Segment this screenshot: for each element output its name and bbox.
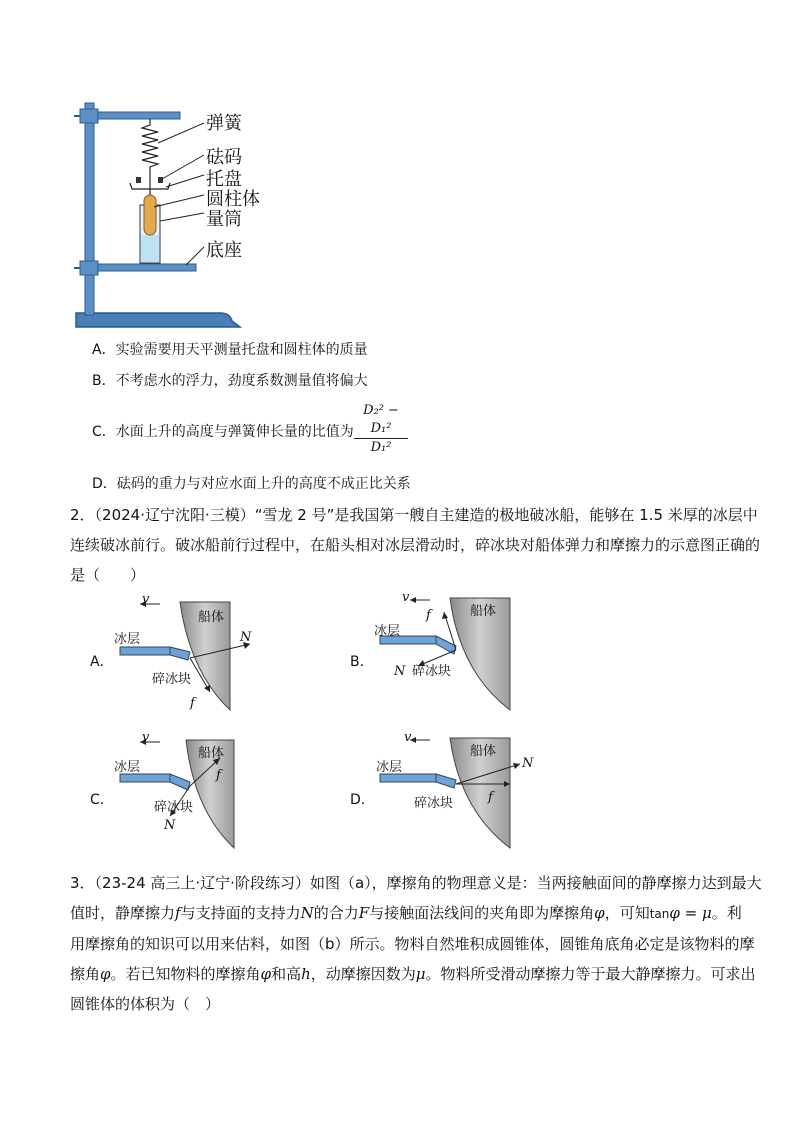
var-phi: φ: [669, 904, 680, 922]
q3-line3: 用摩擦角的知识可以用来估料，如图（b）所示。物料自然堆积成圆锥体，圆锥角底角必定是该物料的摩: [70, 935, 755, 953]
v-label: v: [402, 590, 410, 605]
q3-line2-c: 的合力: [313, 904, 359, 922]
q3-line4-c: 和高: [271, 965, 302, 983]
label-measuring-cylinder: 量筒: [206, 209, 242, 230]
fraction-numerator: D₂² − D₁²: [354, 402, 408, 439]
option-b-label: B．: [350, 654, 374, 670]
q3-line2-f: 。利: [711, 904, 742, 922]
broken-ice-label: 碎冰块: [412, 664, 452, 679]
ice-label: 冰层: [114, 760, 141, 775]
q3-line4-b: 。若已知物料的摩擦角: [110, 965, 261, 983]
v-label: v: [142, 592, 150, 607]
var-mu: μ: [702, 904, 712, 922]
q3-stem: [70, 868, 760, 1019]
q1-option-c-fraction: [354, 402, 408, 457]
f-label: f: [426, 608, 431, 623]
icebreaker-diagram-d: [370, 730, 550, 850]
n-label: N: [394, 664, 406, 679]
var-f: f: [175, 904, 181, 922]
broken-ice-label: 碎冰块: [414, 796, 454, 811]
v-label: v: [404, 730, 412, 745]
broken-ice-label: 碎冰块: [152, 672, 192, 687]
n-label: N: [164, 818, 176, 833]
var-phi: φ: [100, 965, 111, 983]
q2-line1: （2024·辽宁沈阳·三模）“雪龙 2 号”是我国第一艘自主建造的极地破冰船，能够在 1.5 米厚的冰层中: [94, 506, 758, 524]
q3-line4-d: ，动摩擦因数为: [310, 965, 416, 983]
icebreaker-diagram-b: [370, 592, 550, 712]
label-weight: 砝码: [206, 147, 242, 168]
n-label: N: [522, 756, 534, 771]
q1-option-c: C．水面上升的高度与弹簧伸长量的比值为: [92, 424, 354, 440]
q1-option-d: D．砝码的重力与对应水面上升的高度不成正比关系: [92, 476, 411, 492]
v-label: v: [142, 730, 150, 745]
q3-line4-e: 。物料所受滑动摩擦力等于最大静摩擦力。可求出: [425, 965, 756, 983]
label-spring: 弹簧: [206, 113, 242, 134]
equals: =: [679, 904, 702, 922]
label-tray: 托盘: [206, 169, 242, 190]
option-d-label: D．: [350, 792, 375, 808]
q3-line4-a: 擦角: [70, 965, 101, 983]
var-phi: φ: [594, 904, 605, 922]
q3-line1: （23-24 高三上·辽宁·阶段练习）如图（a），摩擦角的物理意义是：当两接触面间的静摩擦力达到最大: [94, 874, 762, 892]
f-label: f: [488, 790, 493, 805]
q2-option-a: [90, 592, 290, 712]
q3-line2-e: ，可知: [604, 904, 650, 922]
q2-option-d: [350, 730, 550, 850]
q2-stem: [70, 500, 761, 590]
var-h: h: [301, 965, 311, 983]
q3-line2-a: 值时，静摩擦力: [70, 904, 176, 922]
q1-option-b: B．不考虑水的浮力，劲度系数测量值将偏大: [92, 373, 368, 389]
q3-line2-d: 与接触面法线间的夹角即为摩擦角: [369, 904, 595, 922]
option-a-label: A．: [90, 654, 114, 670]
var-n: N: [300, 904, 314, 922]
q2-option-b: [350, 592, 550, 712]
n-label: N: [240, 630, 252, 645]
var-phi: φ: [260, 965, 272, 983]
var-F: F: [358, 904, 370, 922]
ice-label: 冰层: [114, 632, 141, 647]
tan-label: tan: [649, 907, 670, 921]
apparatus-diagram: [70, 95, 280, 335]
label-cylinder: 圆柱体: [206, 189, 260, 210]
hull-label: 船体: [470, 744, 497, 759]
q3-line5: 圆锥体的体积为（ ）: [70, 995, 221, 1013]
fraction-denominator: D₁²: [370, 440, 392, 455]
hull-label: 船体: [198, 746, 225, 761]
f-label: f: [190, 696, 195, 711]
label-base: 底座: [206, 240, 242, 261]
q3-line2-b: 与支持面的支持力: [180, 904, 301, 922]
hull-label: 船体: [470, 604, 497, 619]
ice-label: 冰层: [374, 624, 401, 639]
option-c-label: C．: [90, 792, 114, 808]
q1-option-a: A．实验需要用天平测量托盘和圆柱体的质量: [92, 342, 368, 358]
q1-figure: [70, 95, 280, 335]
q2-number: 2．: [70, 506, 95, 524]
ice-label: 冰层: [376, 760, 403, 775]
q2-line2: 连续破冰前行。破冰船前行过程中，在船头相对冰层滑动时，碎冰块对船体弹力和摩擦力的示意图正确的: [70, 536, 761, 554]
q2-option-c: [90, 730, 290, 850]
broken-ice-label: 碎冰块: [154, 800, 194, 815]
f-label: f: [216, 768, 221, 783]
var-mu: μ: [415, 965, 426, 983]
q2-line3: 是（ ）: [70, 566, 146, 584]
q3-number: 3．: [70, 874, 95, 892]
hull-label: 船体: [198, 610, 225, 625]
